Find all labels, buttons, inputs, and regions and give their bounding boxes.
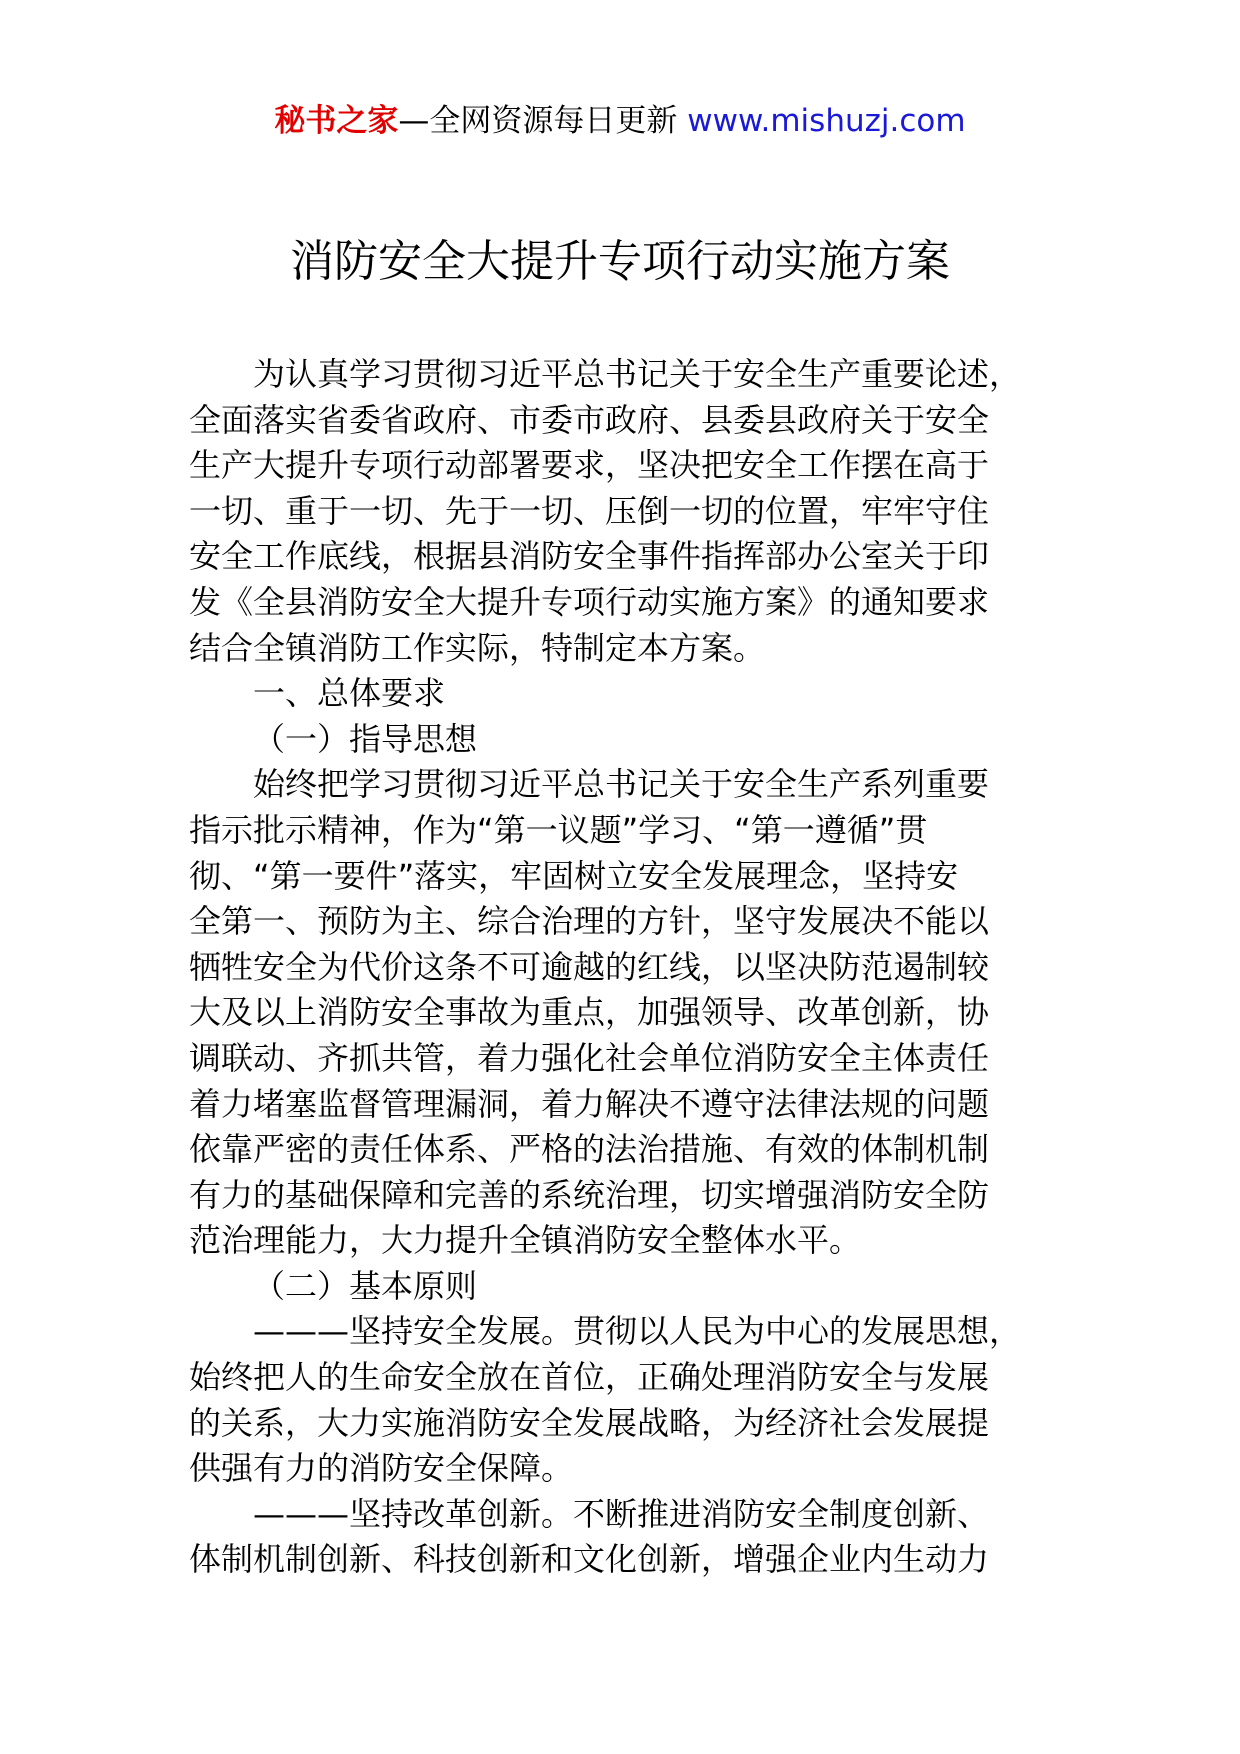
body-line: ———坚持安全发展。贯彻以人民为中心的发展思想， xyxy=(253,1312,1022,1351)
body-line: 全第一、预防为主、综合治理的方针，坚守发展决不能以 xyxy=(189,902,990,941)
body-line: （二）基本原则 xyxy=(253,1266,478,1305)
body-line: 范治理能力，大力提升全镇消防安全整体水平。 xyxy=(189,1221,862,1260)
body-line: 的关系，大力实施消防安全发展战略，为经济社会发展提 xyxy=(189,1403,990,1442)
document-body xyxy=(189,352,1069,1583)
body-line: 供强有力的消防安全保障。 xyxy=(189,1449,574,1488)
body-line: 结合全镇消防工作实际，特制定本方案。 xyxy=(189,628,766,667)
body-line: 为认真学习贯彻习近平总书记关于安全生产重要论述， xyxy=(253,355,1022,393)
body-line: 体制机制创新、科技创新和文化创新，增强企业内生动力 xyxy=(189,1540,990,1579)
body-line: 大及以上消防安全事故为重点，加强领导、改革创新，协 xyxy=(189,993,990,1032)
body-line: 一、总体要求 xyxy=(253,674,446,713)
body-line: 有力的基础保障和完善的系统治理，切实增强消防安全防 xyxy=(189,1175,990,1214)
body-line: 发《全县消防安全大提升专项行动实施方案》的通知要求 xyxy=(189,582,990,621)
body-line: 始终把学习贯彻习近平总书记关于安全生产系列重要 xyxy=(253,765,990,804)
body-line: ———坚持改革创新。不断推进消防安全制度创新、 xyxy=(253,1494,990,1533)
banner-url-link[interactable]: www.mishuzj.com xyxy=(687,103,966,139)
body-line: 调联动、齐抓共管，着力强化社会单位消防安全主体责任 xyxy=(189,1038,990,1077)
body-line: 一切、重于一切、先于一切、压倒一切的位置，牢牢守住 xyxy=(189,491,990,530)
body-line: 始终把人的生命安全放在首位，正确处理消防安全与发展 xyxy=(189,1358,990,1397)
body-line: 着力堵塞监督管理漏洞，着力解决不遵守法律法规的问题 xyxy=(189,1084,990,1123)
body-line: 安全工作底线，根据县消防安全事件指挥部办公室关于印 xyxy=(189,537,990,576)
header-banner xyxy=(0,98,1240,144)
banner-tagline: —全网资源每日更新 xyxy=(398,103,688,139)
body-line: 牺牲安全为代价这条不可逾越的红线，以坚决防范遏制较 xyxy=(189,947,990,986)
body-line: 生产大提升专项行动部署要求，坚决把安全工作摆在高于 xyxy=(189,446,990,485)
body-line: （一）指导思想 xyxy=(253,719,478,758)
body-line: 彻、“第一要件”落实，牢固树立安全发展理念，坚持安 xyxy=(189,856,959,895)
document-title: 消防安全大提升专项行动实施方案 xyxy=(290,236,950,287)
body-line: 全面落实省委省政府、市委市政府、县委县政府关于安全 xyxy=(189,400,990,439)
body-line: 依靠严密的责任体系、严格的法治措施、有效的体制机制 xyxy=(189,1130,990,1169)
brand-name: 秘书之家 xyxy=(274,103,399,139)
body-line: 指示批示精神，作为“第一议题”学习、“第一遵循”贯 xyxy=(189,810,928,849)
